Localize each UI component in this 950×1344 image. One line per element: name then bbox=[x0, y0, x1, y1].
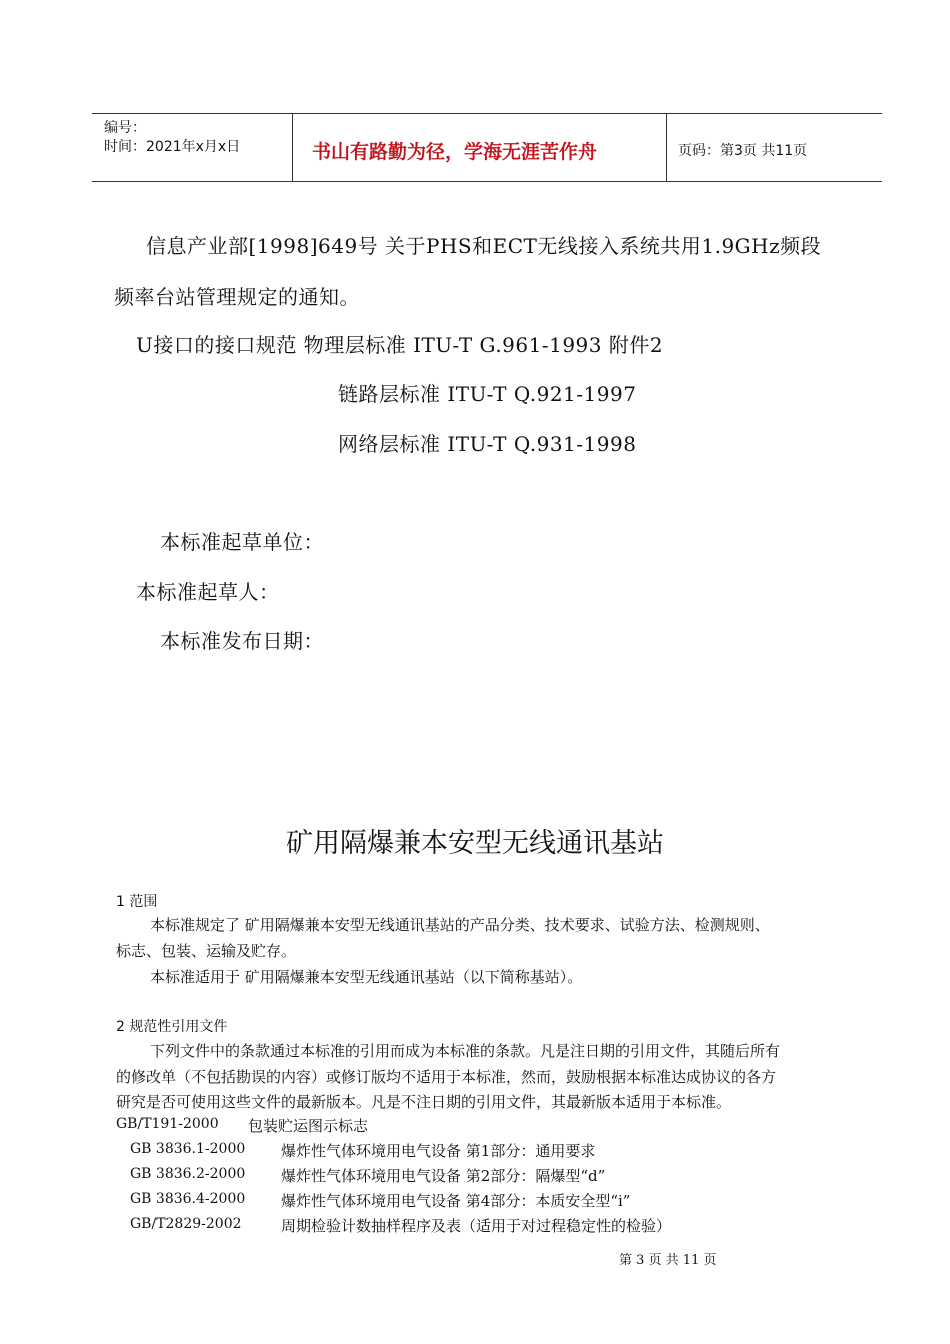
header-bottom-rule bbox=[92, 181, 882, 182]
header-page-info: 页码：第3页 共11页 bbox=[678, 143, 808, 159]
section-1-para-1-line-2: 标志、包装、运输及贮存。 bbox=[116, 942, 297, 960]
document-number-label: 编号： bbox=[104, 120, 146, 136]
link-layer-standard: 链路层标准 ITU-T Q.921-1997 bbox=[338, 382, 637, 406]
section-1-para-1-line-1: 本标准规定了 矿用隔爆兼本安型无线通讯基站的产品分类、技术要求、试验方法、检测规则、 bbox=[150, 916, 770, 934]
header-top-rule bbox=[92, 113, 882, 114]
reference-title: 爆炸性气体环境用电气设备 第2部分：隔爆型“d” bbox=[281, 1167, 606, 1185]
reference-title: 爆炸性气体环境用电气设备 第4部分：本质安全型“i” bbox=[281, 1192, 631, 1210]
document-date-label: 时间：2021年x月x日 bbox=[104, 139, 241, 155]
section-2-heading: 2 规范性引用文件 bbox=[116, 1019, 228, 1035]
section-2-para-line-3: 研究是否可使用这些文件的最新版本。凡是不注日期的引用文件，其最新版本适用于本标准。 bbox=[116, 1093, 732, 1111]
u-interface-physical-layer: U接口的接口规范 物理层标准 ITU-T G.961-1993 附件2 bbox=[136, 333, 664, 357]
release-date-label: 本标准发布日期： bbox=[160, 629, 324, 653]
network-layer-standard: 网络层标准 ITU-T Q.931-1998 bbox=[338, 432, 637, 456]
header-motto: 书山有路勤为径，学海无涯苦作舟 bbox=[312, 141, 598, 163]
reference-title: 包装贮运图示标志 bbox=[248, 1117, 369, 1135]
section-2-para-line-2: 的修改单（不包括勘误的内容）或修订版均不适用于本标准，然而，鼓励根据本标准达成协议的各方 bbox=[116, 1068, 777, 1086]
document-title: 矿用隔爆兼本安型无线通讯基站 bbox=[286, 828, 664, 859]
drafting-unit-label: 本标准起草单位： bbox=[160, 530, 324, 554]
section-2-para-line-1: 下列文件中的条款通过本标准的引用而成为本标准的条款。凡是注日期的引用文件，其随后所有 bbox=[150, 1042, 781, 1060]
header-divider-left bbox=[292, 114, 293, 182]
reference-code: GB 3836.4-2000 bbox=[130, 1191, 246, 1207]
reference-code: GB/T2829-2002 bbox=[130, 1216, 242, 1232]
notice-line-1: 信息产业部[1998]649号 关于PHS和ECT无线接入系统共用1.9GHz频段 bbox=[146, 234, 822, 258]
drafter-label: 本标准起草人： bbox=[136, 580, 280, 604]
reference-code: GB 3836.1-2000 bbox=[130, 1141, 246, 1157]
reference-code: GB 3836.2-2000 bbox=[130, 1166, 246, 1182]
section-1-para-2: 本标准适用于 矿用隔爆兼本安型无线通讯基站（以下简称基站）。 bbox=[150, 968, 583, 986]
reference-title: 爆炸性气体环境用电气设备 第1部分：通用要求 bbox=[281, 1142, 596, 1160]
page-footer: 第 3 页 共 11 页 bbox=[619, 1253, 717, 1268]
reference-code: GB/T191-2000 bbox=[116, 1116, 219, 1132]
notice-line-2: 频率台站管理规定的通知。 bbox=[114, 285, 360, 309]
reference-title: 周期检验计数抽样程序及表（适用于对过程稳定性的检验） bbox=[281, 1217, 672, 1235]
section-1-heading: 1 范围 bbox=[116, 894, 158, 910]
header-divider-right bbox=[666, 114, 667, 182]
